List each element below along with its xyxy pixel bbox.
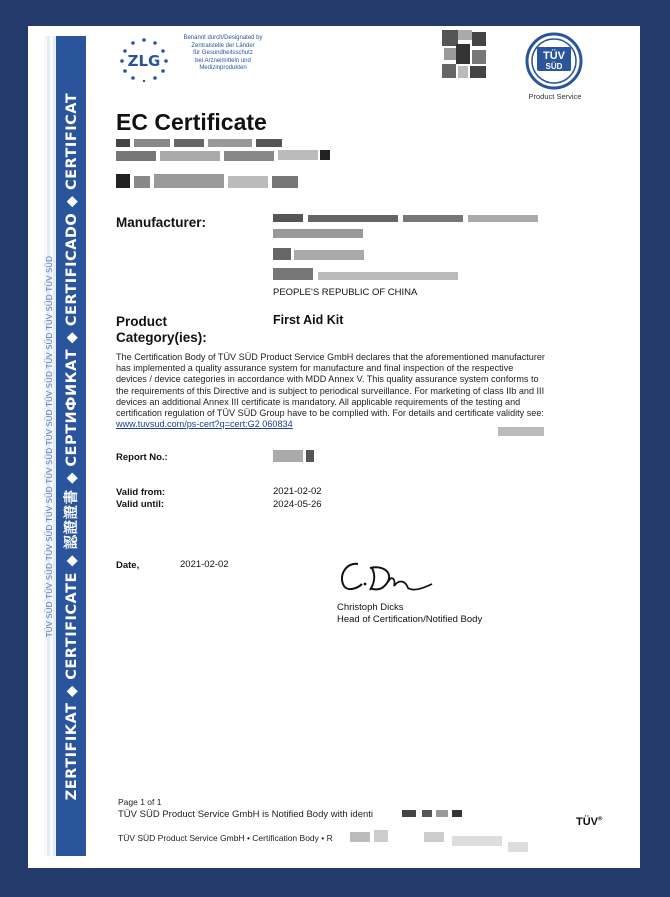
certificate-document: [28, 26, 640, 868]
side-band-text: ZERTIFIKAT ◆ CERTIFICATE ◆ 認證證書 ◆ СЕРТИФИКАТ ◆ CERTIFICADO ◆ CERTIFICAT: [64, 92, 81, 800]
category-label-line2: Category(ies):: [116, 330, 207, 345]
notified-body-text: TÜV SÜD Product Service GmbH is Notified Body with identi: [118, 809, 374, 820]
tuv-logo-text-top: TÜV: [543, 50, 565, 62]
valid-until-label: Valid until:: [116, 499, 165, 510]
tuv-logo-text-bottom: SÜD: [545, 62, 563, 71]
signer-title: Head of Certification/Notified Body: [337, 614, 483, 625]
valid-from-label: Valid from:: [116, 487, 166, 498]
designated-by-text: Benannt durch/Designated by Zentralstelle der Länder für Gesundheitsschutz bei Arzneimitteln und Medizinprodukten: [183, 35, 263, 71]
category-value: First Aid Kit: [273, 313, 344, 327]
page-number: Page 1 of 1: [118, 797, 162, 807]
signer-name: Christoph Dicks: [337, 602, 404, 613]
tuv-footer-mark: TÜV®: [576, 816, 603, 828]
tuv-sud-logo: [525, 31, 583, 91]
manufacturer-country: PEOPLE'S REPUBLIC OF CHINA: [273, 287, 418, 298]
zlg-logo: [116, 36, 172, 82]
certificate-title: EC Certificate: [116, 109, 267, 135]
side-micro-text: TÜV SÜD TÜV SÜD TÜV SÜD TÜV SÜD TÜV SÜD TÜV SÜD TÜV SÜD TÜV SÜD TÜV SÜD TÜV SÜD: [45, 255, 55, 637]
date-label: Date,: [116, 560, 140, 571]
certificate-validity-link[interactable]: www.tuvsud.com/ps-cert?q=cert:G2 060834: [116, 419, 293, 430]
certificate-side-band: [44, 36, 86, 856]
tuv-caption: Product Service: [528, 92, 582, 101]
certification-statement: [116, 352, 546, 430]
valid-from-date: 2021-02-02: [273, 486, 322, 497]
certification-body-address: TÜV SÜD Product Service GmbH • Certification Body • R: [118, 833, 333, 843]
signature-image: [336, 558, 436, 602]
issue-date: 2021-02-02: [180, 559, 229, 570]
manufacturer-label: Manufacturer:: [116, 215, 207, 230]
zlg-logo-text: ZLG: [127, 52, 161, 70]
statement-text: The Certification Body of TÜV SÜD Product Service GmbH declares that the aforementioned manufacturer has implemented a quality assurance system for manufacture and final inspection of the respective devices / device categories in accordance with MDD Annex V. This quality assurance system conforms to the requirements of this Directive and is subject to periodical surveillance. For marketing of class IIb and III devices an additional Annex III certificate is mandatory. All applicable requirements of the testing and certification regulation of TÜV SÜD Group have to be complied with. For details and certificate validity see:: [116, 352, 545, 419]
valid-until-date: 2024-05-26: [273, 499, 322, 510]
category-label-line1: Product: [116, 314, 168, 329]
report-number-label: Report No.:: [116, 452, 168, 463]
link-tail-redacted: [498, 427, 544, 436]
